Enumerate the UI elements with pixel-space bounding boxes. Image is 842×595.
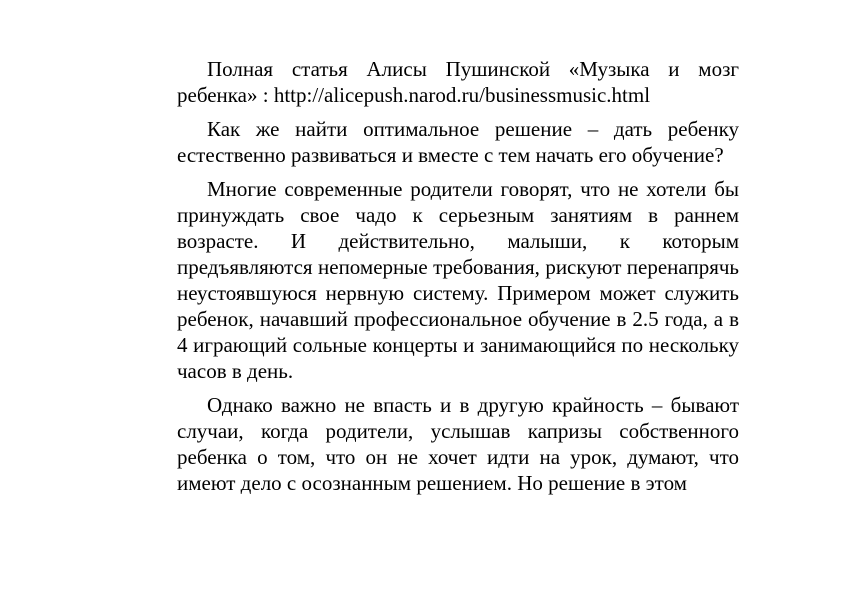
paragraph-question: Как же найти оптимальное решение – дать ребенку естественно развиваться и вместе с тем начать его обучение? (177, 117, 739, 167)
paragraph-article-reference: Полная статья Алисы Пушинской «Музыка и мозг ребенка» : http://alicepush.narod.ru/businessmusic.html (177, 57, 739, 107)
document-body (177, 56, 739, 504)
paragraph-other-extreme: Однако важно не впасть и в другую крайность – бывают случаи, когда родители, услышав капризы собственного ребенка о том, что он не хочет идти на урок, думают, что имеют дело с осознанным решением. Но решение в этом (177, 393, 739, 495)
paragraph-modern-parents: Многие современные родители говорят, что не хотели бы принуждать свое чадо к серьезным занятиям в раннем возрасте. И действительно, малыши, к которым предъявляются непомерные требования, рискуют перенапрячь неустоявшуюся нервную систему. Примером может служить ребенок, начавший профессиональное обучение в 2.5 года, а в 4 играющий сольные концерты и занимающийся по нескольку часов в день. (177, 177, 739, 383)
